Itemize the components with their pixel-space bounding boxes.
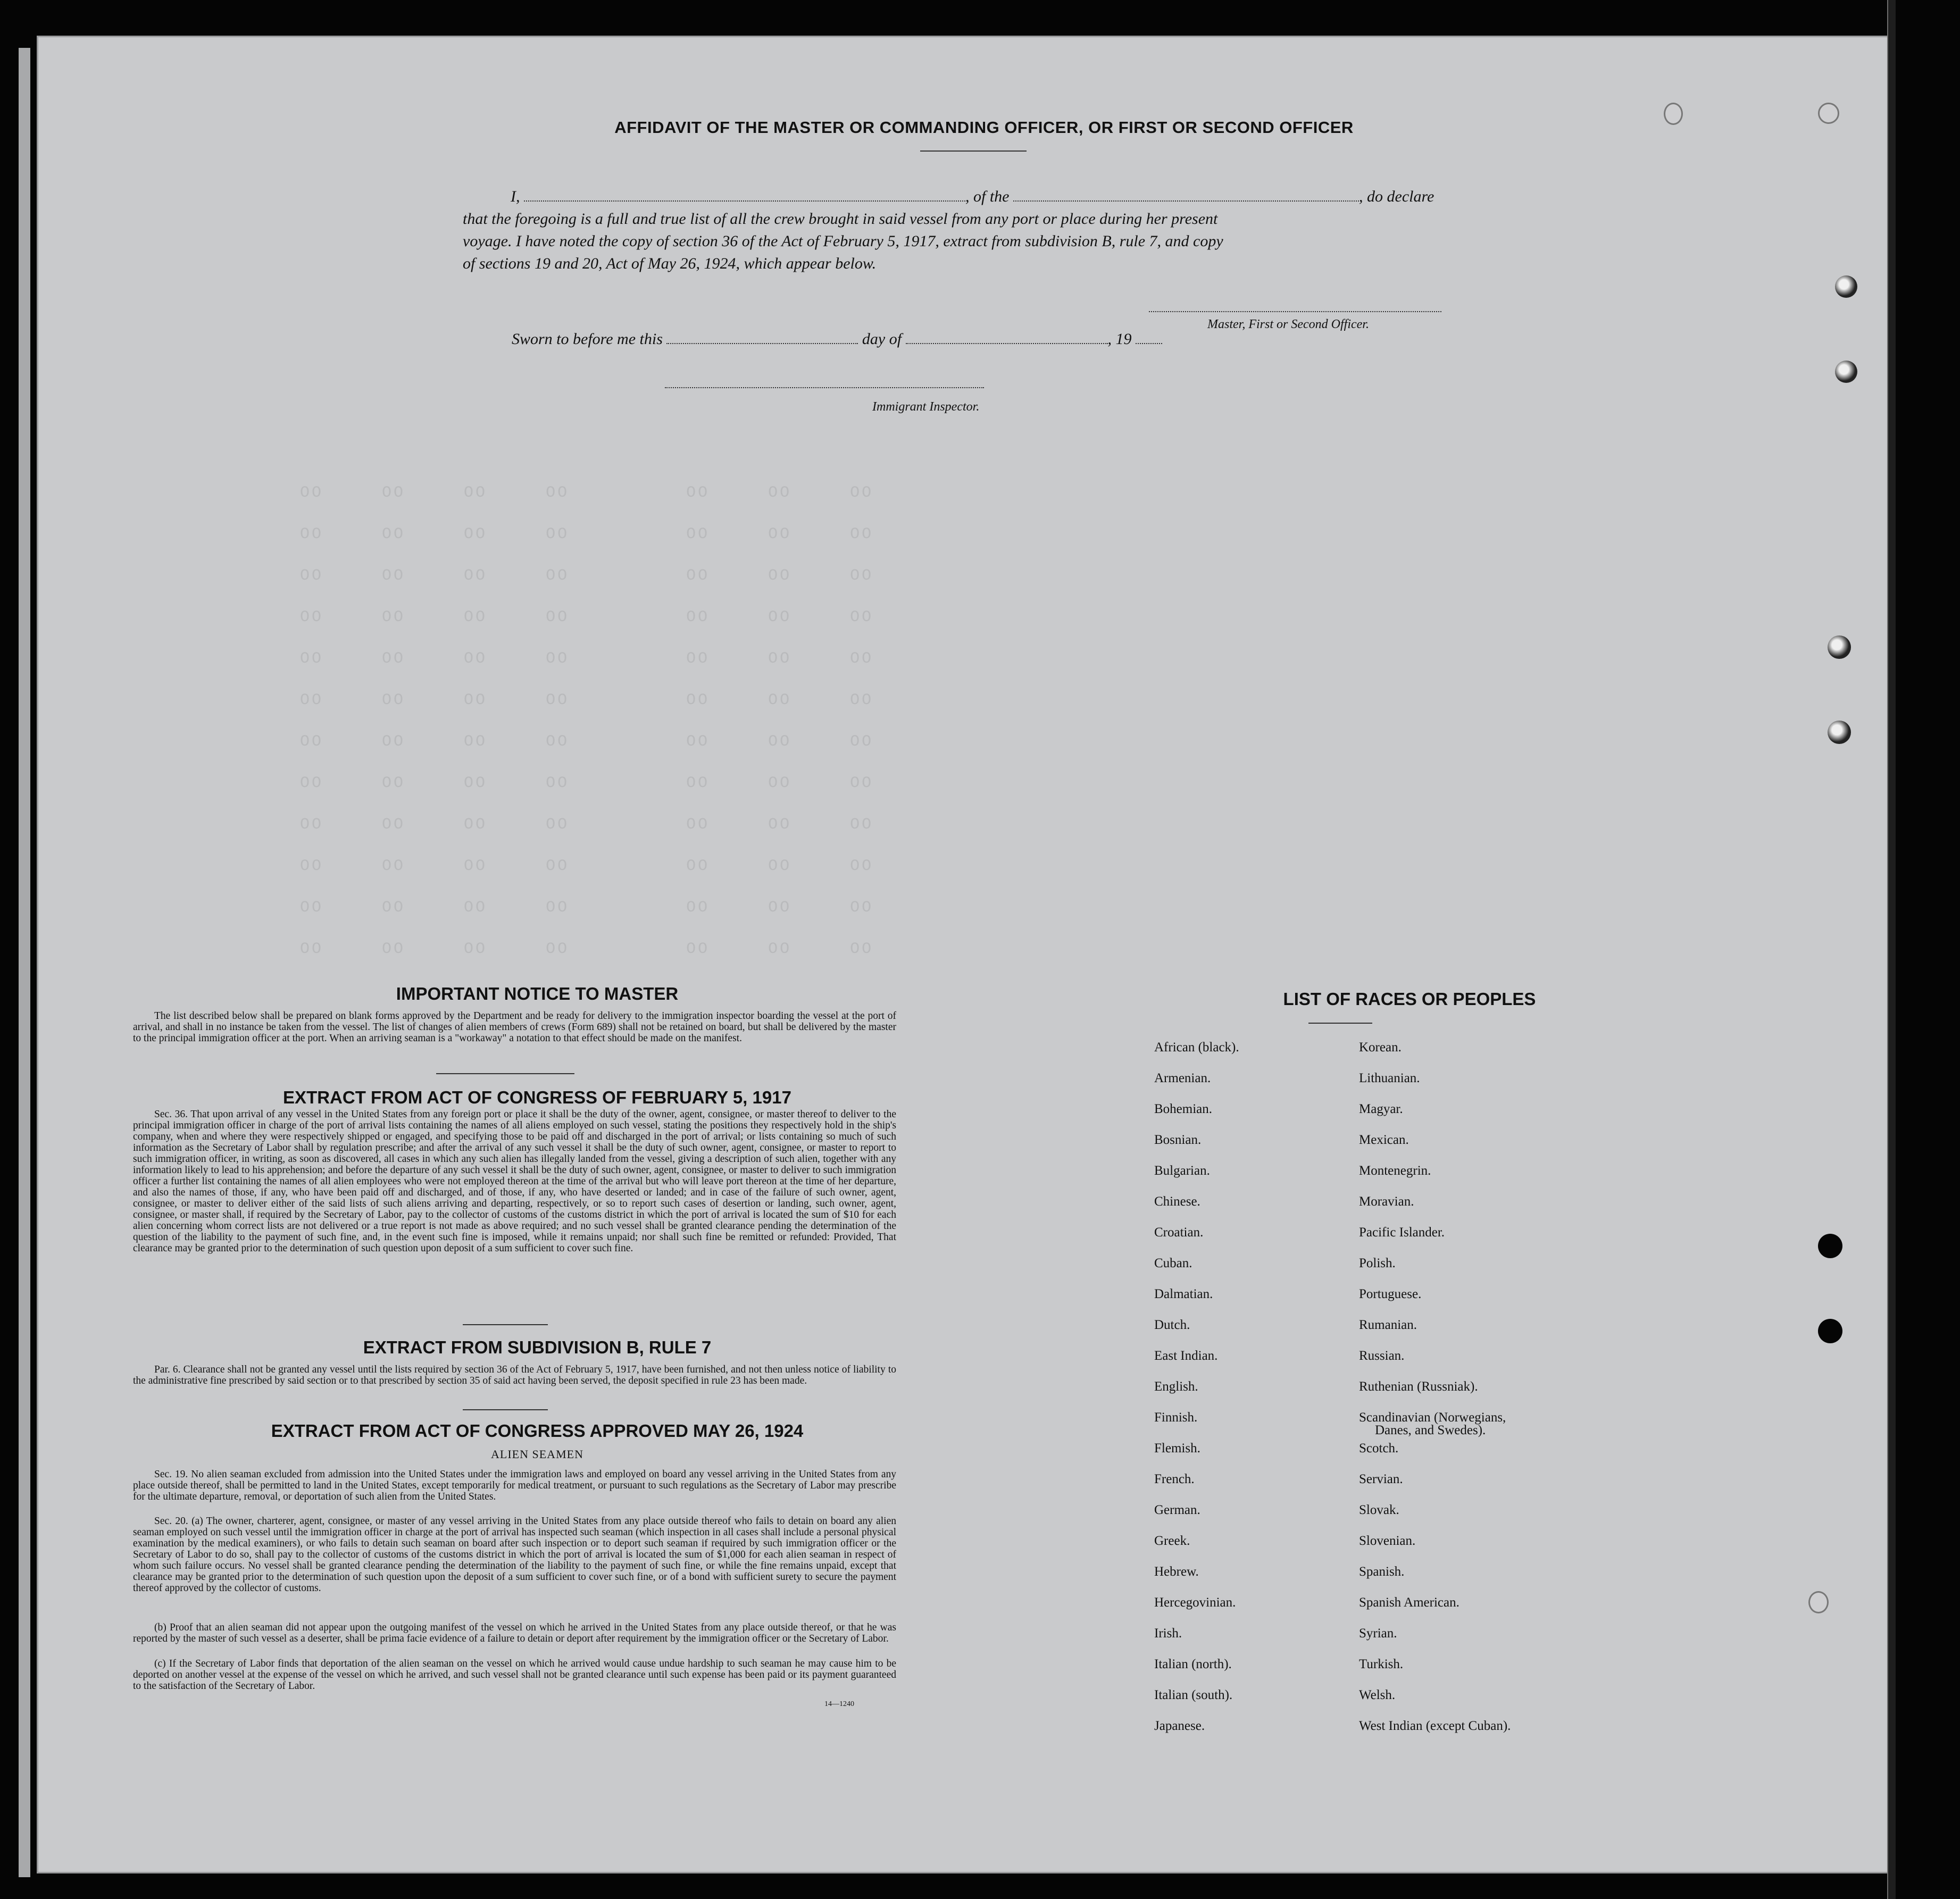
master-signature-line[interactable]	[1149, 311, 1441, 312]
race-item: Syrian.	[1359, 1626, 1397, 1641]
race-item: Irish.	[1154, 1626, 1182, 1641]
race-item: Pacific Islander.	[1359, 1225, 1445, 1240]
race-item: Polish.	[1359, 1256, 1396, 1270]
punch-hole	[1818, 1319, 1842, 1343]
race-item: Italian (south).	[1154, 1688, 1233, 1702]
race-item: English.	[1154, 1379, 1198, 1394]
race-item: Italian (north).	[1154, 1657, 1232, 1671]
extract-1924-sec20c: (c) If the Secretary of Labor finds that deportation of the alien seaman on the vessel on which he arrived would cause undue hardship to such seaman he may cause him to be deported on another vessel at the expense of the vessel on which he arrived, and such vessel shall not be granted clearance until such expense has been paid or its payment guaranteed to the satisfaction of the Secretary of Labor.	[133, 1658, 896, 1692]
inspector-signature-caption: Immigrant Inspector.	[872, 400, 980, 414]
race-item: Cuban.	[1154, 1256, 1192, 1270]
race-item: Chinese.	[1154, 1194, 1200, 1209]
race-item: Turkish.	[1359, 1657, 1404, 1671]
extract-1917-body: Sec. 36. That upon arrival of any vessel in the United States from any foreign port or place it shall be the duty of the owner, agent, consignee, or master thereof to deliver to the principal immigration officer in charge of the port of arrival lists containing the names of all aliens employed on such vessel, stating the positions they respectively hold in the ship's company, when and where they were respectively shipped or engaged, and specifying those to be paid off and discharged in the port of arrival; or lists containing so much of such information as the Secretary of Labor shall by regulation prescribe; and after the arrival of any such vessel it shall be the duty of such owner, agent, consignee, or master to report to such immigration officer, in writing, as soon as discovered, all cases in which any such alien has illegally landed from the vessel, giving a description of such alien, together with any information likely to lead to his apprehension; and before the departure of any such vessel it shall be the duty of such owner, agent, consignee, or master to deliver to such immigration officer a further list containing the names of all alien employees who were not employed thereon at the time of the arrival but who will leave port thereon at the time of her departure, and also the names of those, if any, who have been paid off and discharged, and of those, if any, who have deserted or landed; and in case of the failure of such owner, agent, consignee, or master to deliver either of the said lists of such aliens arriving and departing, respectively, or so to report such cases of desertion or landing, such owner, agent, consignee, or master shall, if required by the Secretary of Labor, pay to the collector of customs of the customs district in which the port of arrival is located the sum of $10 for each alien concerning whom correct lists are not delivered or a true report is not made as above required; and no such vessel shall be granted clearance pending the determination of the question of the liability to the payment of such fine, and, in the event such fine is imposed, while it remains unpaid; nor shall such fine be remitted or refunded: Provided, That clearance may be granted prior to the determination of such question upon deposit of a sum sufficient to cover such fine.	[133, 1109, 896, 1254]
punch-hole	[1818, 1234, 1842, 1258]
race-item: Scotch.	[1359, 1441, 1399, 1455]
notice-title: IMPORTANT NOTICE TO MASTER	[396, 984, 679, 1003]
race-item: Scandinavian (Norwegians,	[1359, 1410, 1506, 1425]
extract-1924-sec20a: Sec. 20. (a) The owner, charterer, agent, consignee, or master of any vessel arriving in the United States from any place outside thereof who fails to detain on board any alien seaman employed on such vessel until the immigration officer in charge at the port of arrival has inspected such seaman (which inspection in all cases shall include a personal physical examination by the medical examiners), or who fails to detain such seaman on board after such inspection or to deport such seaman if required by such immigration officer or the Secretary of Labor to do so, shall pay to the collector of customs of the customs district in which the port of arrival is located the sum of $1,000 for each alien seaman in respect of whom such failure occurs. No vessel shall be granted clearance pending the determination of the liability to the payment of such fine, or while the fine remains unpaid, except that clearance may be granted prior to the determination of such question upon the deposit of a sum sufficient to cover such fine, or of a bond with sufficient surety to secure the payment thereof approved by the collector of customs.	[133, 1516, 896, 1594]
race-item: Danes, and Swedes).	[1375, 1423, 1486, 1437]
page-edge-left	[19, 48, 30, 1877]
extract-1924-sec19: Sec. 19. No alien seaman excluded from admission into the United States under the immigration laws and employed on board any vessel arriving in the United States from any place outside thereof, shall be permitted to land in the United States, except temporarily for medical treatment, or pursuant to such regulations as the Secretary of Labor may prescribe for the ultimate departure, removal, or deportation of such alien from the United States.	[133, 1469, 896, 1502]
page-edge-right	[1887, 0, 1896, 1899]
race-item: Spanish American.	[1359, 1595, 1459, 1610]
race-item: Montenegrin.	[1359, 1164, 1431, 1178]
race-item: Finnish.	[1154, 1410, 1198, 1425]
race-item: Flemish.	[1154, 1441, 1200, 1455]
race-item: African (black).	[1154, 1040, 1239, 1055]
races-title: LIST OF RACES OR PEOPLES	[1283, 989, 1536, 1009]
race-item: Slovak.	[1359, 1503, 1399, 1517]
race-item: Bohemian.	[1154, 1102, 1213, 1116]
sworn-line: Sworn to before me this day of , 19	[512, 329, 1256, 350]
sworn-year-blank[interactable]	[1136, 330, 1162, 344]
notice-body: The list described below shall be prepared on blank forms approved by the Department and be ready for delivery to the immigration inspector boarding the vessel at the port of arrival, and shall in no instance be taken from the vessel. The list of changes of alien members of crews (Form 689) shall not be retained on board, but shall be delivered by the master to the principal immigration officer at the port. When an arriving seaman is a "workaway" a notation to that effect should be made on the manifest.	[133, 1010, 896, 1044]
race-item: Dalmatian.	[1154, 1287, 1213, 1301]
binder-ring-hole	[1818, 103, 1839, 124]
extract-1924-sec20b: (b) Proof that an alien seaman did not appear upon the outgoing manifest of the vessel on which he arrived in the United States from any place outside thereof, or that he was reported by the master of such vessel as a deserter, shall be prima facie evidence of a failure to detain or deport after requirement by the immigration officer or the Secretary of Labor.	[133, 1622, 896, 1644]
race-item: Bosnian.	[1154, 1133, 1202, 1147]
vessel-blank[interactable]	[1013, 188, 1359, 202]
race-item: Japanese.	[1154, 1719, 1205, 1733]
bleed-through-text: OO OO OO OO OO OO OO OO OO OO OO OO OO OO OO OO OO OO OO OO OO OO OO OO OO OO OO OO OO OO OO OO OO OO OO OO OO OO OO OO OO OO OO OO OO OO OO OO OO OO OO OO OO OO OO OO OO OO OO OO OO OO OO OO OO OO OO OO OO OO OO OO OO OO OO OO OO OO OO OO OO OO OO OO	[298, 484, 872, 958]
rule7-body: Par. 6. Clearance shall not be granted any vessel until the lists required by section 36 of the Act of February 5, 1917, have been furnished, and not then unless notice of liability to the administrative fine prescribed by said section or to that prescribed by section 35 of said act having been served, the deposit specified in rule 23 has been made.	[133, 1364, 896, 1386]
race-item: Hercegovinian.	[1154, 1595, 1236, 1610]
race-item: Armenian.	[1154, 1071, 1211, 1085]
race-item: Lithuanian.	[1359, 1071, 1420, 1085]
race-item: Portuguese.	[1359, 1287, 1422, 1301]
sworn-month-blank[interactable]	[906, 330, 1108, 344]
binder-ring-hole	[1808, 1591, 1829, 1613]
race-item: Servian.	[1359, 1472, 1403, 1486]
race-item: Moravian.	[1359, 1194, 1414, 1209]
affidavit-line-4: of sections 19 and 20, Act of May 26, 1924, which appear below.	[463, 255, 877, 272]
punch-hole	[1828, 635, 1851, 659]
master-signature-caption: Master, First or Second Officer.	[1207, 317, 1369, 331]
race-item: German.	[1154, 1503, 1200, 1517]
extract-1917-rule	[463, 1324, 548, 1325]
affidavit-line-3: voyage. I have noted the copy of section 36 of the Act of February 5, 1917, extract from subdivision B, rule 7, and copy	[463, 232, 1223, 250]
race-item: Hebrew.	[1154, 1565, 1199, 1579]
race-item: Dutch.	[1154, 1318, 1190, 1332]
notice-rule	[436, 1073, 574, 1074]
punch-hole	[1835, 361, 1857, 383]
extract-1917-title: EXTRACT FROM ACT OF CONGRESS OF FEBRUARY 5, 1917	[283, 1087, 791, 1107]
race-item: French.	[1154, 1472, 1195, 1486]
affidavit-title: AFFIDAVIT OF THE MASTER OR COMMANDING OFFICER, OR FIRST OR SECOND OFFICER	[614, 118, 1354, 137]
binder-ring-hole	[1664, 103, 1683, 125]
race-item: Magyar.	[1359, 1102, 1403, 1116]
race-item: Spanish.	[1359, 1565, 1405, 1579]
race-item: Slovenian.	[1359, 1534, 1416, 1548]
race-item: Rumanian.	[1359, 1318, 1417, 1332]
affidavit-line-2: that the foregoing is a full and true list of all the crew brought in said vessel from any port or place during her present	[463, 210, 1218, 228]
name-blank[interactable]	[524, 188, 965, 202]
race-item: Mexican.	[1359, 1133, 1409, 1147]
extract-1924-title: EXTRACT FROM ACT OF CONGRESS APPROVED MAY 26, 1924	[271, 1421, 804, 1441]
sworn-day-blank[interactable]	[666, 330, 858, 344]
race-item: Welsh.	[1359, 1688, 1396, 1702]
race-item: East Indian.	[1154, 1349, 1218, 1363]
rule7-rule	[463, 1409, 548, 1410]
races-title-rule	[1308, 1023, 1372, 1024]
extract-1924-subtitle: ALIEN SEAMEN	[491, 1448, 583, 1461]
punch-hole	[1828, 721, 1851, 744]
race-item: Bulgarian.	[1154, 1164, 1210, 1178]
race-item: West Indian (except Cuban).	[1359, 1719, 1511, 1733]
form-number: 14—1240	[824, 1700, 854, 1708]
affidavit-line-1: I, , of the , do declare	[511, 188, 1434, 205]
inspector-signature-line[interactable]	[665, 387, 984, 388]
affidavit-title-rule	[920, 150, 1027, 152]
punch-hole	[1835, 275, 1857, 298]
race-item: Croatian.	[1154, 1225, 1204, 1240]
race-item: Korean.	[1359, 1040, 1402, 1055]
race-item: Ruthenian (Russniak).	[1359, 1379, 1478, 1394]
race-item: Russian.	[1359, 1349, 1405, 1363]
rule7-title: EXTRACT FROM SUBDIVISION B, RULE 7	[363, 1337, 712, 1357]
race-item: Greek.	[1154, 1534, 1190, 1548]
